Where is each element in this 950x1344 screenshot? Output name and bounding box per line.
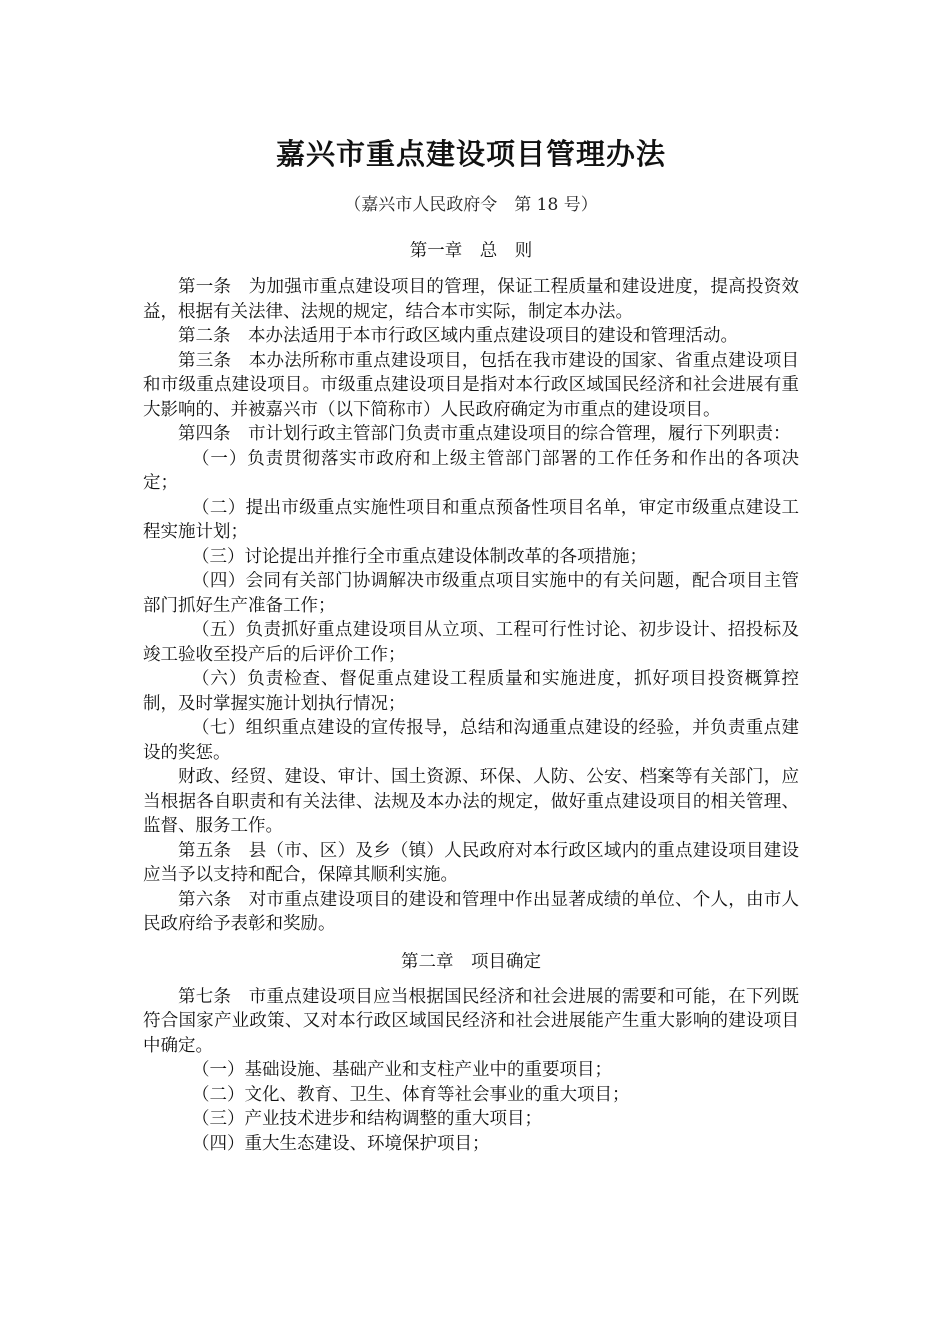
article-number: 第四条 [178,424,231,444]
list-item: （四）重大生态建设、环境保护项目； [192,1133,490,1154]
article-text: 县（市、区）及乡（镇）人民政府对本行政区域内的重点建设项目建设应当予以支持和配合，保障其顺利实施。 [143,840,800,885]
chapter-heading: 第二章 项目确定 [401,951,541,972]
article-text: 市计划行政主管部门负责市重点建设项目的综合管理，履行下列职责： [248,424,791,444]
article-text: 本办法所称市重点建设项目，包括在我市建设的国家、省重点建设项目和市级重点建设项目。市级重点建设项目是指对本行政区域国民经济和社会进展有重大影响的、并被嘉兴市（以下简称市）人民政府确定为市重点的建设项目。 [143,350,800,420]
article-number: 第一条 [178,277,232,297]
article [143,349,799,423]
document-page [143,120,799,1156]
article [143,839,799,888]
article [143,985,799,1059]
article-text: 本办法适用于本市行政区域内重点建设项目的建设和管理活动。 [248,326,738,346]
list-item: （一）基础设施、基础产业和支柱产业中的重要项目； [192,1060,612,1080]
article-number: 第二条 [178,326,231,346]
article-text: 市重点建设项目应当根据国民经济和社会进展的需要和可能，在下列既符合国家产业政策、又对本行政区域国民经济和社会进展能产生重大影响的建设项目中确定。 [143,986,800,1056]
list-item: （五）负责抓好重点建设项目从立项、工程可行性讨论、初步设计、招投标及竣工验收至投产后的后评价工作； [143,620,799,665]
article-text: 对市重点建设项目的建设和管理中作出显著成绩的单位、个人，由市人民政府给予表彰和奖励。 [143,889,800,934]
list-item: （三）产业技术进步和结构调整的重大项目； [192,1109,542,1129]
list-item: （四）会同有关部门协调解决市级重点项目实施中的有关问题，配合项目主管部门抓好生产准备工作； [143,571,799,616]
document-title: 嘉兴市重点建设项目管理办法 [275,137,666,171]
list-item: （二）文化、教育、卫生、体育等社会事业的重大项目； [192,1084,630,1105]
list-item: （二）提出市级重点实施性项目和重点预备性项目名单，审定市级重点建设工程实施计划； [143,497,799,542]
article-number: 第六条 [178,889,232,910]
article [143,324,799,349]
article-text: 为加强市重点建设项目的管理，保证工程质量和建设进度，提高投资效益，根据有关法律、法规的规定，结合本市实际，制定本办法。 [143,277,800,322]
chapter-heading: 第一章 总 则 [409,241,533,261]
article-number: 第七条 [178,986,232,1007]
list-item: （六）负责检查、督促重点建设工程质量和实施进度，抓好项目投资概算控制，及时掌握实施计划执行情况； [143,669,799,714]
list-item: （一）负责贯彻落实市政府和上级主管部门部署的工作任务和作出的各项决定； [143,448,799,493]
list-item: （三）讨论提出并推行全市重点建设体制改革的各项措施； [192,546,647,567]
article-number: 第五条 [178,840,232,861]
list-item: （七）组织重点建设的宣传报导，总结和沟通重点建设的经验，并负责重点建设的奖惩。 [143,718,799,763]
closing-paragraph: 财政、经贸、建设、审计、国土资源、环保、人防、公安、档案等有关部门，应当根据各自职责和有关法律、法规及本办法的规定，做好重点建设项目的相关管理、监督、服务工作。 [143,767,799,836]
article [143,422,799,447]
article-number: 第三条 [178,350,232,371]
article [143,275,799,324]
document-subtitle: （嘉兴市人民政府令 第 18 号） [344,195,598,215]
article [143,888,799,937]
